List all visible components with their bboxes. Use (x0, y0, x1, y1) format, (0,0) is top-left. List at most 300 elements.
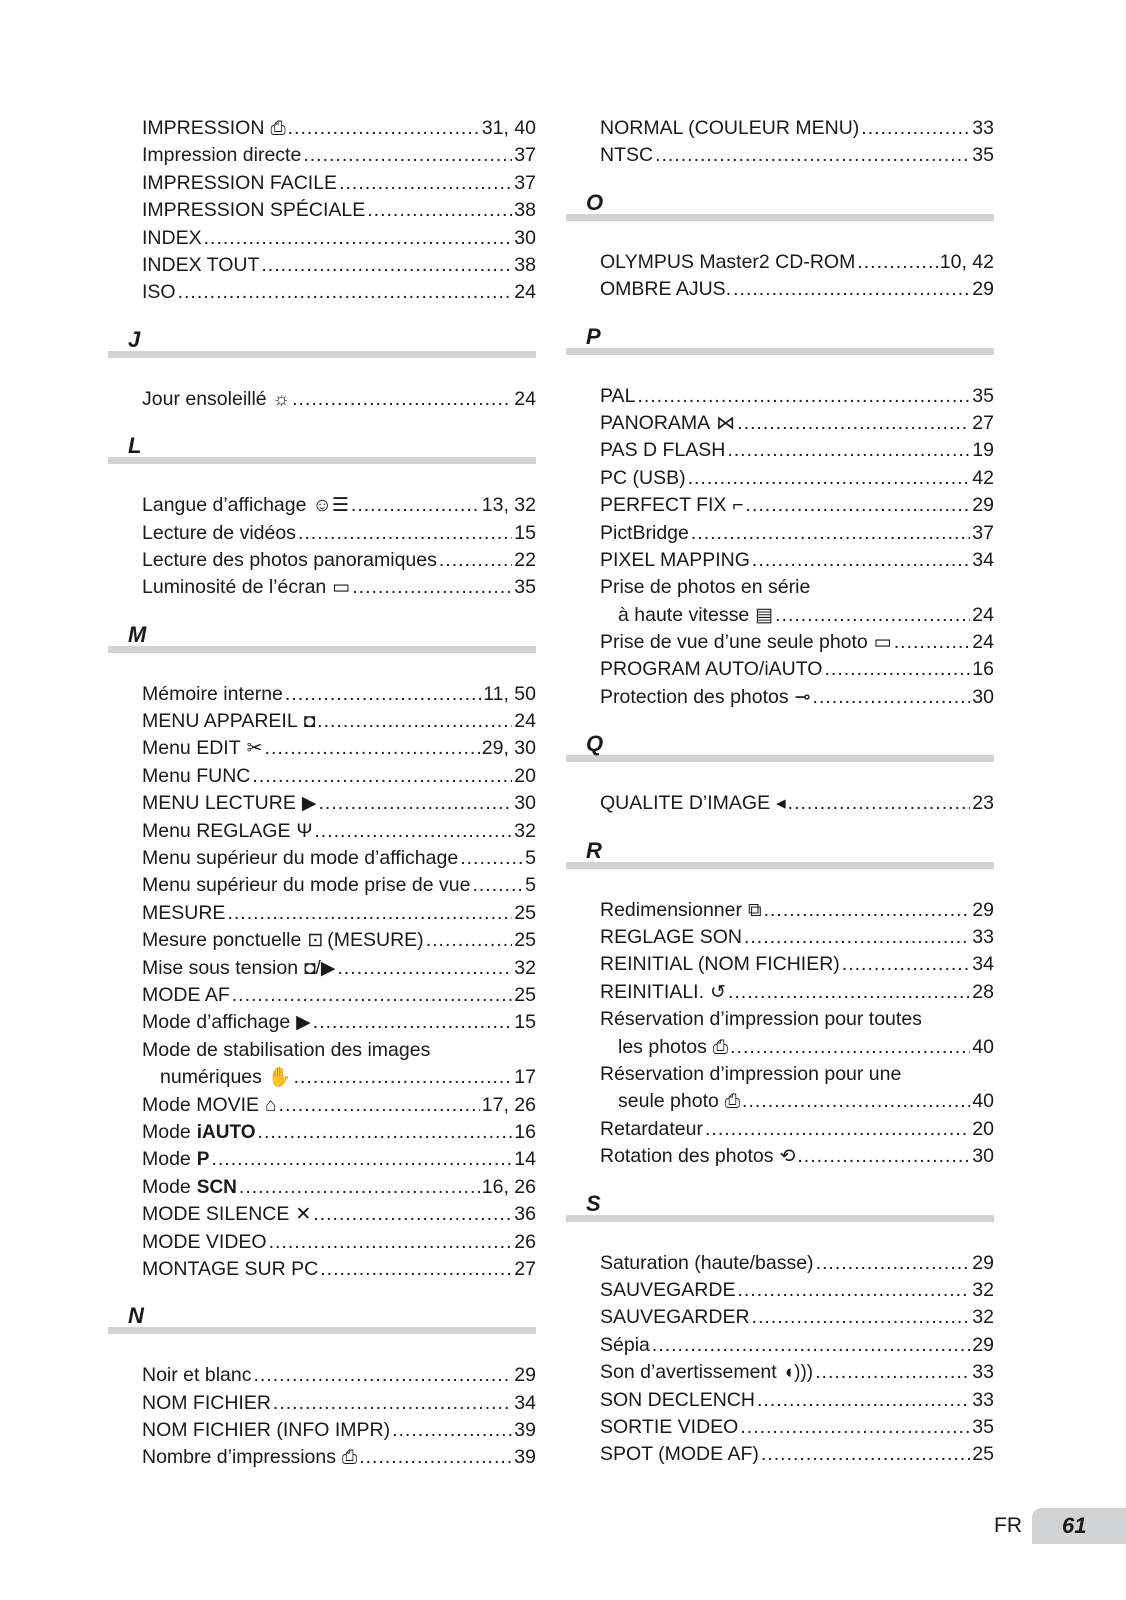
index-entry (566, 1387, 994, 1414)
dot-leader (392, 1417, 512, 1444)
dot-leader (317, 708, 512, 735)
page-reference[interactable]: 19 (972, 439, 994, 462)
index-entry (108, 735, 536, 762)
section-divider (566, 1215, 994, 1222)
page-reference[interactable]: 16, 26 (481, 1175, 536, 1198)
section-header-m (108, 602, 536, 681)
entry-label: Réservation d’impression pour une (600, 1062, 902, 1085)
index-entry (108, 520, 536, 547)
page-reference[interactable]: 5 (525, 874, 536, 897)
dot-leader (292, 386, 512, 413)
dot-leader (261, 252, 512, 279)
index-entry (566, 1088, 994, 1115)
entry-qualifier: (MESURE) (327, 929, 424, 952)
dot-leader (842, 951, 971, 978)
index-entry (108, 1201, 536, 1228)
entry-label: IMPRESSION FACILE (142, 171, 338, 194)
dot-leader (232, 982, 513, 1009)
index-entry (566, 249, 994, 276)
page-reference[interactable]: 15 (514, 521, 536, 544)
page-reference[interactable]: 37 (514, 171, 536, 194)
index-entry (566, 492, 994, 519)
index-entry (566, 276, 994, 303)
dot-leader (894, 629, 971, 656)
dot-leader (204, 225, 513, 252)
index-entry (108, 982, 536, 1009)
index-entry (566, 1277, 994, 1304)
page-reference[interactable]: 25 (514, 983, 536, 1006)
dot-leader (691, 520, 970, 547)
dot-leader (279, 1092, 480, 1119)
index-entry (566, 574, 994, 601)
index-entry (108, 1362, 536, 1389)
page-reference[interactable]: 34 (972, 548, 994, 571)
section-divider (108, 1327, 536, 1334)
index-entry (108, 900, 536, 927)
wrench-icon: Ψ (296, 820, 313, 842)
section-letter: M (128, 621, 147, 647)
section-letter: R (586, 837, 602, 863)
hi-burst-icon: ▤ (755, 604, 774, 626)
dot-leader (815, 1359, 970, 1386)
page-reference[interactable]: 32 (972, 1278, 994, 1301)
rotate-icon: ⟲ (779, 1146, 796, 1168)
playback-icon: ▶ (296, 1012, 311, 1034)
index-entry (108, 1390, 536, 1417)
index-entry (108, 1064, 536, 1091)
section-divider (108, 457, 536, 464)
page-reference[interactable]: 28 (972, 980, 994, 1003)
page-reference[interactable]: 14 (514, 1148, 536, 1171)
entry-label: Mode (142, 1120, 191, 1143)
page-reference[interactable]: 24 (514, 281, 536, 304)
entry-label: NTSC (600, 144, 654, 167)
page-reference[interactable]: 33 (972, 1388, 994, 1411)
page-reference[interactable]: 16 (514, 1120, 536, 1143)
page-reference[interactable]: 33 (972, 1361, 994, 1384)
section-letter: P (586, 323, 601, 349)
index-entry (108, 1009, 536, 1036)
index-entry (108, 872, 536, 899)
dot-leader (737, 1277, 970, 1304)
entry-label: Sépia (600, 1333, 650, 1356)
entry-label: IMPRESSION SPÉCIALE (142, 199, 366, 222)
index-entry (566, 656, 994, 683)
index-entry (566, 437, 994, 464)
index-entry (566, 897, 994, 924)
page-reference[interactable]: 20 (514, 764, 536, 787)
entry-label: Saturation (haute/basse) (600, 1251, 814, 1274)
index-entry (108, 115, 536, 142)
page-reference[interactable]: 37 (514, 144, 536, 167)
page-reference[interactable]: 35 (972, 144, 994, 167)
page-reference[interactable]: 29 (972, 898, 994, 921)
entry-label: Mesure ponctuelle (142, 929, 302, 952)
page-reference[interactable]: 13, 32 (481, 494, 536, 517)
entry-label: Langue d’affichage (142, 494, 307, 517)
entry-label: SAUVEGARDE (600, 1278, 736, 1301)
dot-leader (273, 1390, 512, 1417)
entry-label: Mode MOVIE (142, 1093, 260, 1116)
index-entry (108, 492, 536, 519)
page-reference[interactable]: 32 (514, 956, 536, 979)
dot-leader (351, 492, 480, 519)
entry-label: Lecture des photos panoramiques (142, 548, 437, 571)
dot-leader (313, 1009, 513, 1036)
spot-metering-icon: ⊡ (307, 930, 324, 952)
dot-leader (764, 897, 971, 924)
index-entry (108, 790, 536, 817)
key-icon: ⊸ (794, 686, 811, 708)
entry-label: Prise de vue d’une seule photo (600, 631, 868, 654)
page-reference[interactable]: 27 (514, 1257, 536, 1280)
page-reference[interactable]: 35 (972, 1415, 994, 1438)
playback-icon: ▶ (301, 793, 317, 815)
page-reference[interactable]: 24 (514, 710, 536, 733)
monitor-brightness-icon: ▭ (332, 577, 351, 599)
entry-label: REINITIALI. (600, 980, 705, 1003)
stabilization-icon: ✋ (267, 1067, 292, 1089)
entry-label: MODE SILENCE (142, 1203, 290, 1226)
section-letter: L (128, 433, 142, 459)
dot-leader (742, 1088, 970, 1115)
dot-leader (788, 790, 971, 817)
dot-leader (744, 924, 970, 951)
panorama-icon: ⋈ (716, 412, 736, 434)
dot-leader (359, 1444, 512, 1471)
entry-label: SORTIE VIDEO (600, 1415, 739, 1438)
index-entry (108, 574, 536, 601)
entry-label: Impression directe (142, 144, 302, 167)
entry-label: les photos (618, 1035, 707, 1058)
page-reference[interactable]: 22 (514, 548, 536, 571)
page-reference[interactable]: 39 (514, 1446, 536, 1469)
entry-label: Mode d’affichage (142, 1011, 291, 1034)
page-reference[interactable]: 17, 26 (481, 1093, 536, 1116)
page-reference[interactable]: 15 (514, 1011, 536, 1034)
index-entry (108, 1444, 536, 1471)
dot-leader (797, 1143, 970, 1170)
section-divider (108, 351, 536, 358)
index-entry (108, 1146, 536, 1173)
dot-leader (733, 276, 970, 303)
index-entry (566, 684, 994, 711)
page-number: 61 (1032, 1508, 1126, 1544)
page-reference[interactable]: 29 (514, 1364, 536, 1387)
section-letter: J (128, 326, 141, 352)
entry-label: Menu supérieur du mode prise de vue (142, 874, 471, 897)
entry-label: NOM FICHIER (INFO IMPR) (142, 1419, 391, 1442)
entry-label: OLYMPUS Master2 CD-ROM (600, 250, 856, 273)
index-entry (108, 170, 536, 197)
entry-label: SON DECLENCH (600, 1388, 755, 1411)
page-reference[interactable]: 32 (972, 1306, 994, 1329)
section-divider (566, 862, 994, 869)
silent-icon: ✕ (295, 1204, 312, 1226)
dot-leader (439, 547, 512, 574)
page-reference[interactable]: 11, 50 (483, 682, 536, 705)
entry-label: Mémoire interne (142, 682, 283, 705)
dot-leader (813, 684, 971, 711)
entry-label: Réservation d’impression pour toutes (600, 1008, 922, 1031)
page-reference[interactable]: 26 (514, 1230, 536, 1253)
page-reference[interactable]: 30 (972, 685, 994, 708)
single-shot-icon: ▭ (873, 632, 892, 654)
page-reference[interactable]: 10, 42 (939, 250, 994, 273)
page-reference[interactable]: 23 (972, 792, 994, 815)
entry-label: numériques (160, 1066, 262, 1089)
entry-label: PERFECT FIX (600, 494, 727, 517)
entry-label: Luminosité de l’écran (142, 576, 327, 599)
dot-leader (757, 1387, 970, 1414)
section-header-p (566, 304, 994, 383)
index-entry (108, 763, 536, 790)
dot-leader (752, 547, 970, 574)
page-reference[interactable]: 27 (972, 411, 994, 434)
section-header-o (566, 170, 994, 249)
dot-leader (861, 115, 970, 142)
index-entry (566, 142, 994, 169)
entry-label: MODE AF (142, 983, 230, 1006)
entry-label: Jour ensoleillé (142, 387, 267, 410)
camera-icon: ◘ (303, 711, 316, 733)
entry-label: Noir et blanc (142, 1364, 252, 1387)
section-header-l (108, 413, 536, 492)
dot-leader (752, 1304, 971, 1331)
dot-leader (352, 574, 512, 601)
dot-leader (303, 142, 512, 169)
entry-label: PAS D FLASH (600, 439, 726, 462)
page-reference[interactable]: 5 (525, 847, 536, 870)
index-entry (566, 1034, 994, 1061)
entry-label: Prise de photos en série (600, 576, 811, 599)
page-reference[interactable]: 20 (972, 1117, 994, 1140)
entry-label: Redimensionner (600, 898, 742, 921)
image-quality-icon: ◂ (776, 793, 786, 815)
page-reference[interactable]: 25 (514, 901, 536, 924)
index-entry (566, 520, 994, 547)
section-divider (566, 214, 994, 221)
dot-leader (426, 927, 513, 954)
dot-leader (857, 249, 937, 276)
index-entry (566, 629, 994, 656)
index-entry (108, 1119, 536, 1146)
language-code: FR (994, 1514, 1022, 1537)
dot-leader (227, 900, 512, 927)
section-letter: Q (586, 731, 604, 757)
camera-playback-icon: ◘/▶ (304, 957, 336, 979)
page-reference[interactable]: 42 (972, 466, 994, 489)
page-reference[interactable]: 30 (514, 226, 536, 249)
dot-leader (298, 520, 512, 547)
index-entry (566, 951, 994, 978)
page-reference[interactable]: 39 (514, 1419, 536, 1442)
page-reference[interactable]: 24 (972, 631, 994, 654)
entry-label: PC (USB) (600, 466, 686, 489)
entry-label: MENU APPAREIL (142, 710, 298, 733)
page-reference[interactable]: 29 (972, 1333, 994, 1356)
dot-leader (313, 1201, 512, 1228)
page-reference[interactable]: 34 (972, 953, 994, 976)
index-entry (566, 1332, 994, 1359)
index-entry (108, 1256, 536, 1283)
iauto-icon: iAUTO (196, 1121, 256, 1143)
index-entry (108, 708, 536, 735)
entry-label: IMPRESSION (142, 117, 265, 139)
entry-label: PIXEL MAPPING (600, 548, 750, 571)
index-column-right (566, 115, 994, 1469)
page-reference[interactable]: 29, 30 (481, 737, 536, 760)
index-entry (108, 927, 536, 954)
page-reference[interactable]: 30 (514, 792, 536, 815)
entry-label: Mode de stabilisation des images (142, 1038, 431, 1061)
index-entry (108, 1229, 536, 1256)
entry-label: ISO (142, 281, 176, 304)
section-letter: S (586, 1190, 601, 1216)
page-reference[interactable]: 30 (972, 1145, 994, 1168)
page-reference[interactable]: 38 (514, 199, 536, 222)
entry-label: INDEX TOUT (142, 253, 260, 276)
page-reference[interactable]: 31, 40 (481, 117, 536, 139)
section-letter: N (128, 1303, 144, 1329)
entry-label: QUALITE D’IMAGE (600, 792, 771, 815)
entry-label: NOM FICHIER (142, 1391, 271, 1414)
page-reference[interactable]: 17 (514, 1066, 536, 1089)
index-entry (566, 1006, 994, 1033)
index-entry (566, 602, 994, 629)
entry-label: OMBRE AJUS. (600, 278, 732, 301)
page-reference[interactable]: 35 (514, 576, 536, 599)
entry-label: PictBridge (600, 521, 689, 544)
index-entry (566, 1143, 994, 1170)
entry-label: Menu REGLAGE (142, 819, 291, 842)
dot-leader (367, 197, 512, 224)
dot-leader (460, 845, 523, 872)
perfect-fix-icon: ⌐ (732, 495, 744, 517)
section-header-n (108, 1283, 536, 1362)
p-mode-icon: P (196, 1149, 210, 1171)
index-entry (566, 790, 994, 817)
index-entry (108, 1417, 536, 1444)
dot-leader (265, 735, 480, 762)
page-reference[interactable]: 24 (514, 387, 536, 410)
index-entry (108, 197, 536, 224)
index-entry (566, 1061, 994, 1088)
dot-leader (775, 602, 970, 629)
reset-icon: ↺ (710, 981, 726, 1003)
dot-leader (761, 1441, 970, 1468)
dot-leader (339, 170, 512, 197)
entry-label: Mise sous tension (142, 956, 299, 979)
page-reference[interactable]: 33 (972, 926, 994, 949)
index-entry (566, 465, 994, 492)
language-icon: ☺☰ (312, 495, 349, 517)
entry-label: Retardateur (600, 1117, 703, 1140)
print-all-icon: ⎙ (712, 1036, 729, 1058)
page-reference[interactable]: 25 (514, 929, 536, 952)
dot-leader (472, 872, 523, 899)
index-entry (566, 1441, 994, 1468)
section-letter: O (586, 189, 604, 215)
index-entry (108, 1174, 536, 1201)
entry-label: Son d’avertissement (600, 1361, 777, 1384)
index-entry (108, 1037, 536, 1064)
index-entry (566, 1250, 994, 1277)
page-reference[interactable]: 38 (514, 253, 536, 276)
index-entry (566, 1359, 994, 1386)
entry-label: MONTAGE SUR PC (142, 1257, 319, 1280)
dot-leader (727, 437, 970, 464)
page-reference[interactable]: 33 (972, 117, 994, 139)
dot-leader (239, 1174, 480, 1201)
section-divider (566, 348, 994, 355)
entry-label: Lecture de vidéos (142, 521, 296, 544)
entry-label: REINITIAL (NOM FICHIER) (600, 953, 840, 976)
index-entry (108, 845, 536, 872)
dot-leader (637, 383, 970, 410)
dot-leader (652, 1332, 970, 1359)
page-reference[interactable]: 29 (972, 278, 994, 301)
index-entry (108, 1092, 536, 1119)
printer-icon: ⎙ (341, 1447, 358, 1469)
entry-label: à haute vitesse (618, 603, 750, 626)
index-entry (108, 225, 536, 252)
dot-leader (746, 492, 971, 519)
index-entry (108, 681, 536, 708)
index-entry (108, 955, 536, 982)
page-reference[interactable]: 34 (514, 1391, 536, 1414)
dot-leader (740, 1414, 970, 1441)
index-entry (108, 142, 536, 169)
dot-leader (258, 1119, 513, 1146)
index-entry (566, 1116, 994, 1143)
index-entry (566, 1414, 994, 1441)
entry-label: SPOT (MODE AF) (600, 1443, 759, 1466)
section-divider (108, 646, 536, 653)
beep-icon: ◖))) (782, 1362, 814, 1384)
page-reference[interactable]: 25 (972, 1443, 994, 1466)
page-reference[interactable]: 40 (972, 1090, 994, 1113)
dot-leader (252, 763, 512, 790)
section-header-s (566, 1171, 994, 1250)
entry-label: Nombre d’impressions (142, 1446, 336, 1469)
index-entry (566, 979, 994, 1006)
page-reference[interactable]: 35 (972, 384, 994, 407)
page-reference[interactable]: 36 (514, 1203, 536, 1226)
page-reference[interactable]: 29 (972, 1251, 994, 1274)
page-reference[interactable]: 16 (972, 658, 994, 681)
dot-leader (337, 955, 512, 982)
index-entry (108, 547, 536, 574)
page-reference[interactable]: 29 (972, 494, 994, 517)
page-reference[interactable]: 32 (514, 819, 536, 842)
index-entry (566, 410, 994, 437)
entry-label: PANORAMA (600, 411, 711, 434)
index-entry (566, 547, 994, 574)
section-divider (566, 755, 994, 762)
dot-leader (705, 1116, 970, 1143)
entry-label: INDEX (142, 226, 202, 249)
entry-label: NORMAL (COULEUR MENU) (600, 117, 860, 139)
index-entry (566, 924, 994, 951)
entry-label: PAL (600, 384, 636, 407)
printer-icon: ⎙ (270, 118, 286, 139)
page-reference[interactable]: 37 (972, 521, 994, 544)
page-reference[interactable]: 24 (972, 603, 994, 626)
scn-icon: SCN (196, 1176, 237, 1198)
entry-label: REGLAGE SON (600, 926, 742, 949)
page-reference[interactable]: 40 (972, 1035, 994, 1058)
